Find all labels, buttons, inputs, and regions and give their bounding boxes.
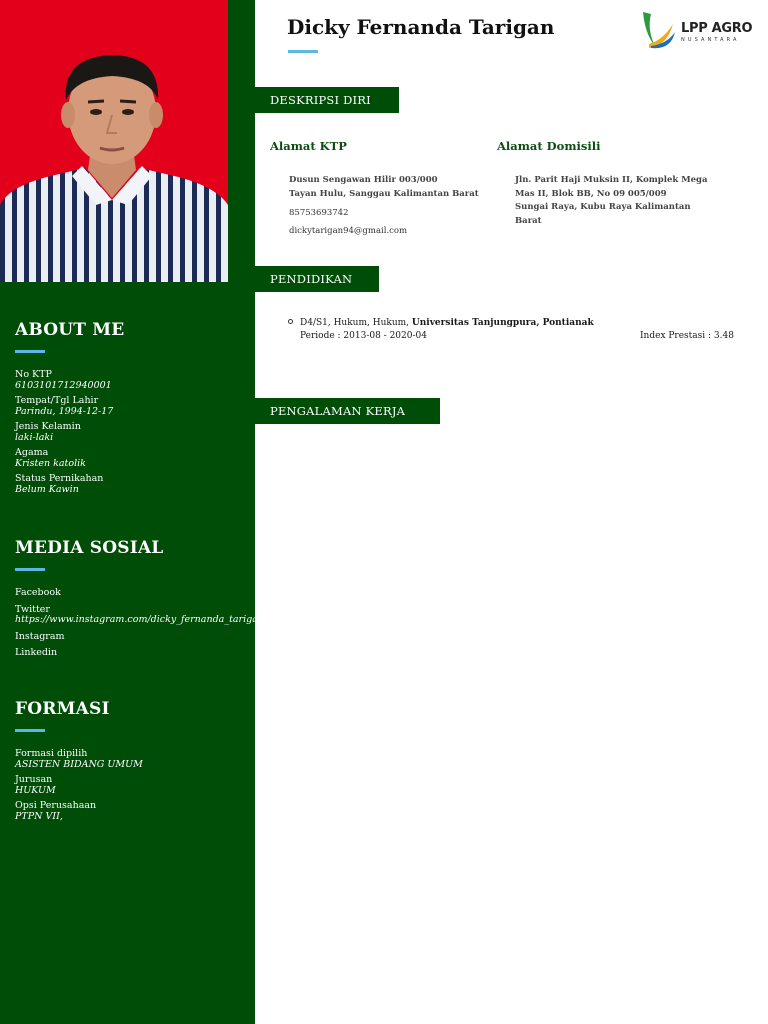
ktp-address-line1: Dusun Sengawan Hilir 003/000	[289, 175, 438, 185]
about-item-gender	[15, 422, 250, 443]
social-linkedin[interactable]	[15, 648, 250, 659]
about-me-list	[15, 370, 250, 495]
about-item-birth	[15, 396, 250, 417]
education-gpa: Index Prestasi : 3.48	[640, 331, 734, 341]
about-key: Agama	[15, 447, 49, 458]
deskripsi-diri-bar: DESKRIPSI DIRI	[255, 87, 399, 113]
leaf-logo-icon	[641, 10, 677, 50]
company-logo	[641, 10, 761, 50]
social-instagram[interactable]	[15, 632, 250, 643]
education-degree: D4/S1, Hukum, Hukum,	[300, 318, 412, 328]
social-twitter-link[interactable]: https://www.instagram.com/dicky_fernanda_tarigan/	[15, 614, 268, 625]
about-item-ktp	[15, 370, 250, 391]
formasi-key: Opsi Perusahaan	[15, 800, 97, 811]
email-address[interactable]: dickytarigan94@gmail.com	[289, 226, 408, 236]
formasi-item-chosen	[15, 749, 250, 770]
profile-photo	[0, 0, 228, 282]
about-key: Jenis Kelamin	[15, 421, 81, 432]
alamat-domisili-title: Alamat Domisili	[497, 139, 601, 153]
education-school: Universitas Tanjungpura, Pontianak	[411, 318, 594, 328]
about-value: Kristen katolik	[15, 457, 86, 469]
phone-number: 85753693742	[289, 208, 349, 218]
candidate-name: Dicky Fernanda Tarigan	[287, 15, 555, 39]
formasi-value: HUKUM	[15, 784, 56, 796]
domisili-address	[515, 174, 707, 228]
logo-sub-text: NUSANTARA	[681, 37, 740, 43]
education-period: Periode : 2013-08 - 2020-04	[300, 331, 427, 341]
formasi-key: Jurusan	[15, 774, 53, 785]
bullet-icon	[288, 319, 293, 324]
pendidikan-bar: PENDIDIKAN	[255, 266, 379, 292]
domisili-address-line2: Mas II, Blok BB, No 09 005/009	[515, 188, 667, 199]
domisili-address-line3: Sungai Raya, Kubu Raya Kalimantan	[515, 202, 691, 212]
social-twitter-label: Twitter	[15, 603, 50, 615]
formasi-heading: FORMASI	[15, 699, 110, 719]
pengalaman-kerja-bar: PENGALAMAN KERJA	[255, 398, 440, 424]
media-sosial-section	[15, 538, 268, 664]
about-item-marital	[15, 474, 250, 495]
about-key: Status Pernikahan	[15, 473, 104, 484]
about-value: laki-laki	[15, 431, 54, 443]
formasi-item-company	[15, 801, 250, 822]
about-item-religion	[15, 448, 250, 469]
about-me-section	[15, 320, 250, 500]
ktp-address-line2: Tayan Hulu, Sanggau Kalimantan Barat	[289, 188, 479, 199]
media-sosial-rule	[15, 568, 45, 571]
ktp-address	[289, 174, 479, 201]
domisili-address-line4: Barat	[515, 215, 542, 226]
media-sosial-heading: MEDIA SOSIAL	[15, 538, 164, 558]
formasi-value: PTPN VII,	[15, 810, 63, 822]
social-facebook-label: Facebook	[15, 587, 61, 598]
photo-side-strip	[228, 0, 255, 282]
formasi-item-major	[15, 775, 250, 796]
person-photo-illustration	[0, 0, 228, 282]
about-me-heading: ABOUT ME	[15, 320, 125, 340]
alamat-ktp-title: Alamat KTP	[270, 139, 347, 153]
social-instagram-label: Instagram	[15, 630, 65, 642]
logo-main-text: LPP AGRO	[681, 21, 753, 36]
formasi-section	[15, 699, 250, 827]
about-key: Tempat/Tgl Lahir	[15, 395, 99, 406]
social-linkedin-label: Linkedin	[15, 647, 58, 658]
about-value: 6103101712940001	[15, 379, 112, 391]
about-key: No KTP	[15, 369, 52, 380]
about-value: Belum Kawin	[15, 483, 79, 495]
social-facebook[interactable]	[15, 588, 250, 599]
social-twitter[interactable]	[15, 603, 268, 626]
formasi-key: Formasi dipilih	[15, 748, 88, 759]
name-underline	[288, 50, 318, 53]
education-degree-line	[300, 318, 594, 328]
formasi-rule	[15, 729, 45, 732]
about-me-rule	[15, 350, 45, 353]
about-value: Parindu, 1994-12-17	[15, 405, 114, 417]
domisili-address-line1: Jln. Parit Haji Muksin II, Komplek Mega	[515, 175, 708, 185]
formasi-value: ASISTEN BIDANG UMUM	[15, 758, 143, 770]
